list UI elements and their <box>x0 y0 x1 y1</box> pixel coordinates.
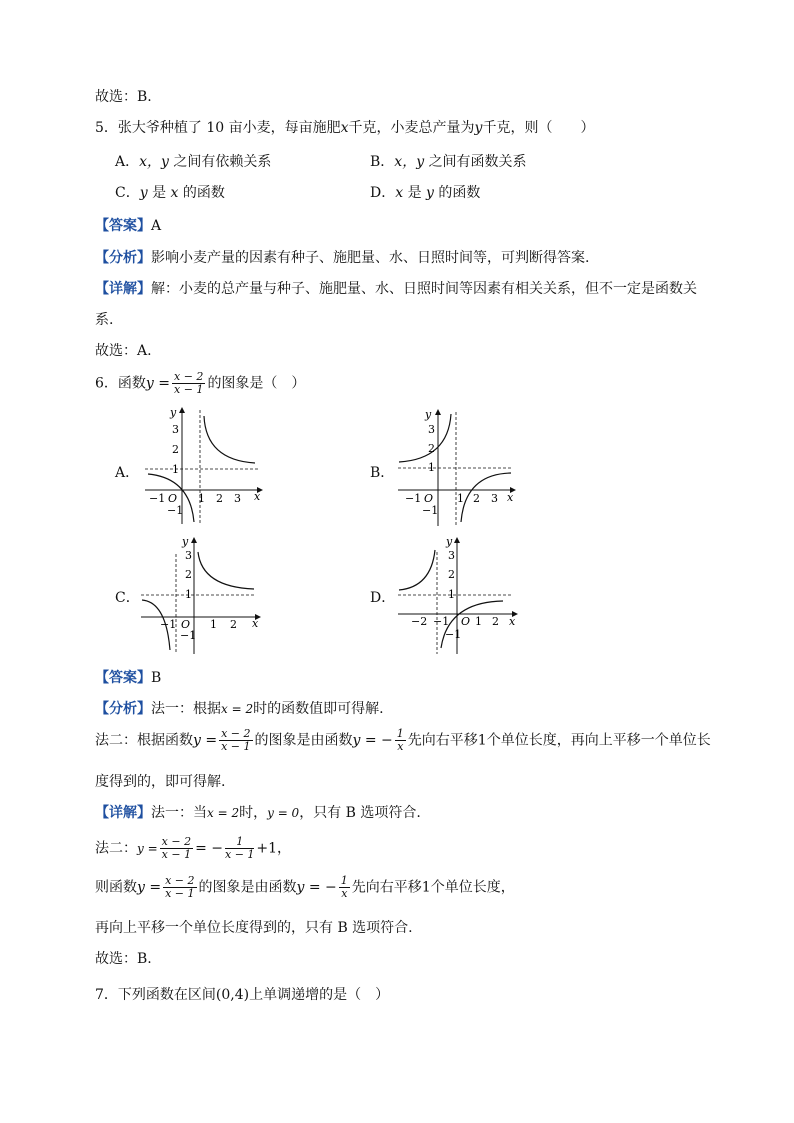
q6-analysis <box>95 698 384 718</box>
q5-option-c-mid: 是 <box>152 185 167 201</box>
q5-stem <box>95 117 594 137</box>
q6-method1: 法一：根据 <box>151 701 221 717</box>
q7-interval: (0,4) <box>215 987 250 1003</box>
graph-b-tick-xn1: −1 <box>405 492 422 505</box>
q5-detail-line1: 解：小麦的总产量与种子、施肥量、水、日照时间等因素有相关关系，但不一定是函数关 <box>151 281 697 297</box>
graph-a-label[interactable]: A． <box>115 465 140 481</box>
q5-option-b-label: B． <box>370 154 395 170</box>
q6-detail1-post: ，只有 B 选项符合. <box>299 805 421 821</box>
graph-d-tick-2: 2 <box>448 568 455 581</box>
q6-detail2: 法二：y = $\frac{x - 2}{x - 1}$ = − $\frac{1}{x - 1}$ +1， <box>95 835 292 861</box>
q6-detail2-eq: = − <box>195 840 223 857</box>
graph-d-origin: O <box>461 615 471 628</box>
graph-b-label[interactable]: B． <box>370 465 395 481</box>
q6-method2-neg-frac <box>395 728 406 753</box>
q6-detail-x-eq-2: x = 2 <box>207 806 240 820</box>
q6-detail2-pre: 法二： <box>95 840 137 857</box>
q6-method2: 法二：根据函数y = $\frac{x - 2}{x - 1}$ 的图象是由函数y = − $\frac{1}{x}$ 先向右平移1个单位长度，再向上平移一个单位长 <box>95 727 711 753</box>
graph-b-origin: O <box>424 492 434 505</box>
q6-answer <box>95 667 161 687</box>
graph-d-tick-3: 3 <box>448 549 455 562</box>
graph-a-tick-1: 1 <box>172 463 179 476</box>
q5-option-a[interactable] <box>115 151 271 171</box>
graph-d-branch-left <box>399 550 435 590</box>
graph-c-tick-x1: 1 <box>210 618 217 631</box>
graph-d-tick-xn1: −1 <box>433 615 450 628</box>
graph-c <box>136 532 266 657</box>
q6-method2-neg-num: 1 <box>396 727 404 740</box>
q6-detail3-pre: 则函数 <box>95 879 137 896</box>
q5-stem-b: 千克，小麦总产量为 <box>348 120 475 136</box>
q6-detail2-frac2-num: 1 <box>225 836 254 849</box>
q5-detail-line2: 系. <box>95 312 114 328</box>
q5-stem-c: 千克，则（ ） <box>482 120 595 136</box>
graph-c-tick-yn1: −1 <box>180 629 197 642</box>
q6-detail-y-zero: y = 0 <box>267 806 300 820</box>
q6-method2-post: 先向右平移1个单位长度，再向上平移一个单位长 <box>407 732 711 749</box>
q5-option-b-vars: x，y <box>394 154 425 170</box>
q6-detail3-neg-den: x <box>341 887 348 900</box>
graph-a-tick-3: 3 <box>172 423 179 436</box>
q6-detail-tag: 【详解】 <box>95 805 151 821</box>
q5-var-y: y <box>474 120 483 136</box>
graph-d-tick-x1: 1 <box>475 615 482 628</box>
q5-detail <box>95 278 697 298</box>
q6-detail3-neg-num: 1 <box>340 874 348 887</box>
q5-analysis <box>95 247 589 267</box>
graph-d-tick-1: 1 <box>448 588 455 601</box>
q6-detail3-post: 先向右平移1个单位长度， <box>351 879 515 896</box>
q6-method2-fraction <box>219 728 252 753</box>
q6-detail3-y-eq: y = <box>137 879 162 896</box>
graph-a-tick-x3: 3 <box>234 492 241 505</box>
q6-y-eq: y = <box>145 375 171 392</box>
graph-a-tick-2: 2 <box>172 443 179 456</box>
graph-d-tick-xn2: −2 <box>411 615 428 628</box>
q6-detail2-frac2-den: x − 1 <box>225 848 255 861</box>
q6-detail2-frac-den: x − 1 <box>161 848 192 861</box>
q6-answer-tag: 【答案】 <box>95 670 151 686</box>
graph-b-branch-right <box>461 473 511 522</box>
q6-detail1-pre: 法一：当 <box>151 805 207 821</box>
graph-a <box>140 402 270 527</box>
graph-c-label[interactable]: C． <box>115 590 140 606</box>
q5-option-d[interactable] <box>370 182 480 202</box>
q5-var-x: x <box>340 120 349 136</box>
graph-a-tick-x1: 1 <box>198 492 205 505</box>
q6-method2-mid: 的图象是由函数 <box>254 732 353 749</box>
q5-option-d-v1: x <box>395 185 404 201</box>
q5-option-b[interactable] <box>370 151 527 171</box>
graph-c-tick-1: 1 <box>185 588 192 601</box>
graph-c-tick-x2: 2 <box>230 618 237 631</box>
graph-b-tick-x1: 1 <box>457 492 464 505</box>
q6-method2-y-eq-2: y = <box>352 732 377 749</box>
q6-detail3-frac <box>163 875 196 900</box>
q5-option-a-label: A． <box>115 154 140 170</box>
q6-detail3-frac-den: x − 1 <box>165 887 195 900</box>
q5-option-c-text: 的函数 <box>182 185 225 201</box>
graph-d-tick-yn1: −1 <box>445 628 462 641</box>
q5-option-a-vars: x，y <box>139 154 169 170</box>
q6-stem <box>95 371 305 396</box>
q6-detail3-mid: 的图象是由函数 <box>198 879 297 896</box>
q6-frac-num: x − 2 <box>174 370 204 383</box>
q6-detail <box>95 802 421 822</box>
q6-answer-value: B <box>151 670 162 686</box>
q5-answer-tag: 【答案】 <box>95 218 151 234</box>
q6-x-eq-2: x = 2 <box>221 702 254 716</box>
q6-detail2-frac <box>160 836 193 861</box>
graph-d-x-label: x <box>509 615 516 628</box>
q5-option-c-label: C． <box>115 185 140 201</box>
graph-c-branch-right <box>198 552 254 589</box>
graph-c-y-label: y <box>182 535 189 548</box>
q6-method2-line2: 度得到的，即可得解. <box>95 774 226 790</box>
graph-a-tick-yn1: −1 <box>167 504 184 517</box>
q6-fraction <box>172 371 205 396</box>
q6-detail3-neg-frac <box>339 875 350 900</box>
q6-detail3-frac-num: x − 2 <box>165 874 195 887</box>
q6-detail2-frac2 <box>225 836 254 861</box>
q5-answer-value: A <box>151 218 162 234</box>
q5-option-d-mid: 是 <box>407 185 422 201</box>
graph-a-tick-x2: 2 <box>216 492 223 505</box>
q5-option-c-v2: x <box>170 185 179 201</box>
q6-method2-pre: 法二：根据函数 <box>95 732 193 749</box>
q5-analysis-text: 影响小麦产量的因素有种子、施肥量、水、日照时间等，可判断得答案. <box>151 250 590 266</box>
graph-a-branch-right <box>204 416 255 463</box>
graph-b-branch-left <box>399 414 451 462</box>
graph-b-tick-1: 1 <box>428 461 435 474</box>
q5-answer <box>95 215 161 235</box>
graph-d <box>393 532 523 657</box>
q5-option-b-text: 之间有函数关系 <box>428 154 527 170</box>
q5-option-d-text: 的函数 <box>438 185 481 201</box>
graph-c-tick-2: 2 <box>185 568 192 581</box>
graph-a-y-label: y <box>170 406 177 419</box>
q5-analysis-tag: 【分析】 <box>95 250 151 266</box>
graph-d-label[interactable]: D． <box>370 590 396 606</box>
graph-b-tick-x3: 3 <box>491 492 498 505</box>
q6-method1-post: 时的函数值即可得解. <box>253 701 384 717</box>
graph-b-tick-3: 3 <box>428 423 435 436</box>
top-answer: 故选：B. <box>95 89 152 105</box>
graph-d-y-label: y <box>446 535 453 548</box>
q6-method2-neg-den: x <box>397 740 404 753</box>
graph-c-origin: O <box>181 618 191 631</box>
graph-b-tick-x2: 2 <box>473 492 480 505</box>
q6-detail2-frac-num: x − 2 <box>161 835 192 848</box>
q5-option-c-v1: y <box>139 185 148 201</box>
q5-stem-a: 5．张大爷种植了 10 亩小麦，每亩施肥 <box>95 120 341 136</box>
q6-detail3: 则函数y = $\frac{x - 2}{x - 1}$ 的图象是由函数y = − $\frac{1}{x}$ 先向右平移1个单位长度， <box>95 874 515 900</box>
q7-stem-post: 上单调递增的是（ ） <box>249 987 390 1003</box>
q6-frac-den: x − 1 <box>174 383 204 396</box>
q6-stem-post: 的图象是（ ） <box>207 375 306 392</box>
graph-c-x-label: x <box>252 617 259 630</box>
q5-option-d-v2: y <box>426 185 434 201</box>
graph-b-y-label: y <box>425 408 432 421</box>
q6-method2-y-eq: y = <box>193 732 218 749</box>
q5-option-a-text: 之间有依赖关系 <box>173 154 272 170</box>
q7-stem-pre: 7．下列函数在区间 <box>95 987 216 1003</box>
q5-choose: 故选：A. <box>95 343 152 359</box>
q6-method2-frac-num: x − 2 <box>221 727 251 740</box>
q5-detail-tag: 【详解】 <box>95 281 151 297</box>
q6-detail4: 再向上平移一个单位长度得到的，只有 B 选项符合. <box>95 920 413 936</box>
q6-detail2-plus1: +1， <box>256 840 292 857</box>
q6-detail3-y-eq-2: y = <box>296 879 321 896</box>
graph-b-x-label: x <box>507 491 514 504</box>
graph-c-tick-xn1: −1 <box>160 618 177 631</box>
q6-choose: 故选：B. <box>95 951 152 967</box>
q6-stem-pre: 6．函数 <box>95 375 146 392</box>
q5-option-d-label: D． <box>370 185 396 201</box>
q6-detail1-mid: 时， <box>239 805 268 821</box>
graph-a-origin: O <box>168 492 178 505</box>
q7-stem <box>95 984 389 1004</box>
q5-option-c[interactable] <box>115 182 225 202</box>
graph-b-tick-2: 2 <box>428 442 435 455</box>
graph-b <box>393 404 523 529</box>
graph-a-x-label: x <box>254 490 261 503</box>
graph-d-tick-x2: 2 <box>492 615 499 628</box>
graph-a-tick-xn1: −1 <box>149 492 166 505</box>
graph-c-tick-3: 3 <box>185 549 192 562</box>
q6-method2-frac-den: x − 1 <box>221 740 251 753</box>
graph-b-tick-yn1: −1 <box>422 504 439 517</box>
q6-analysis-tag: 【分析】 <box>95 701 151 717</box>
